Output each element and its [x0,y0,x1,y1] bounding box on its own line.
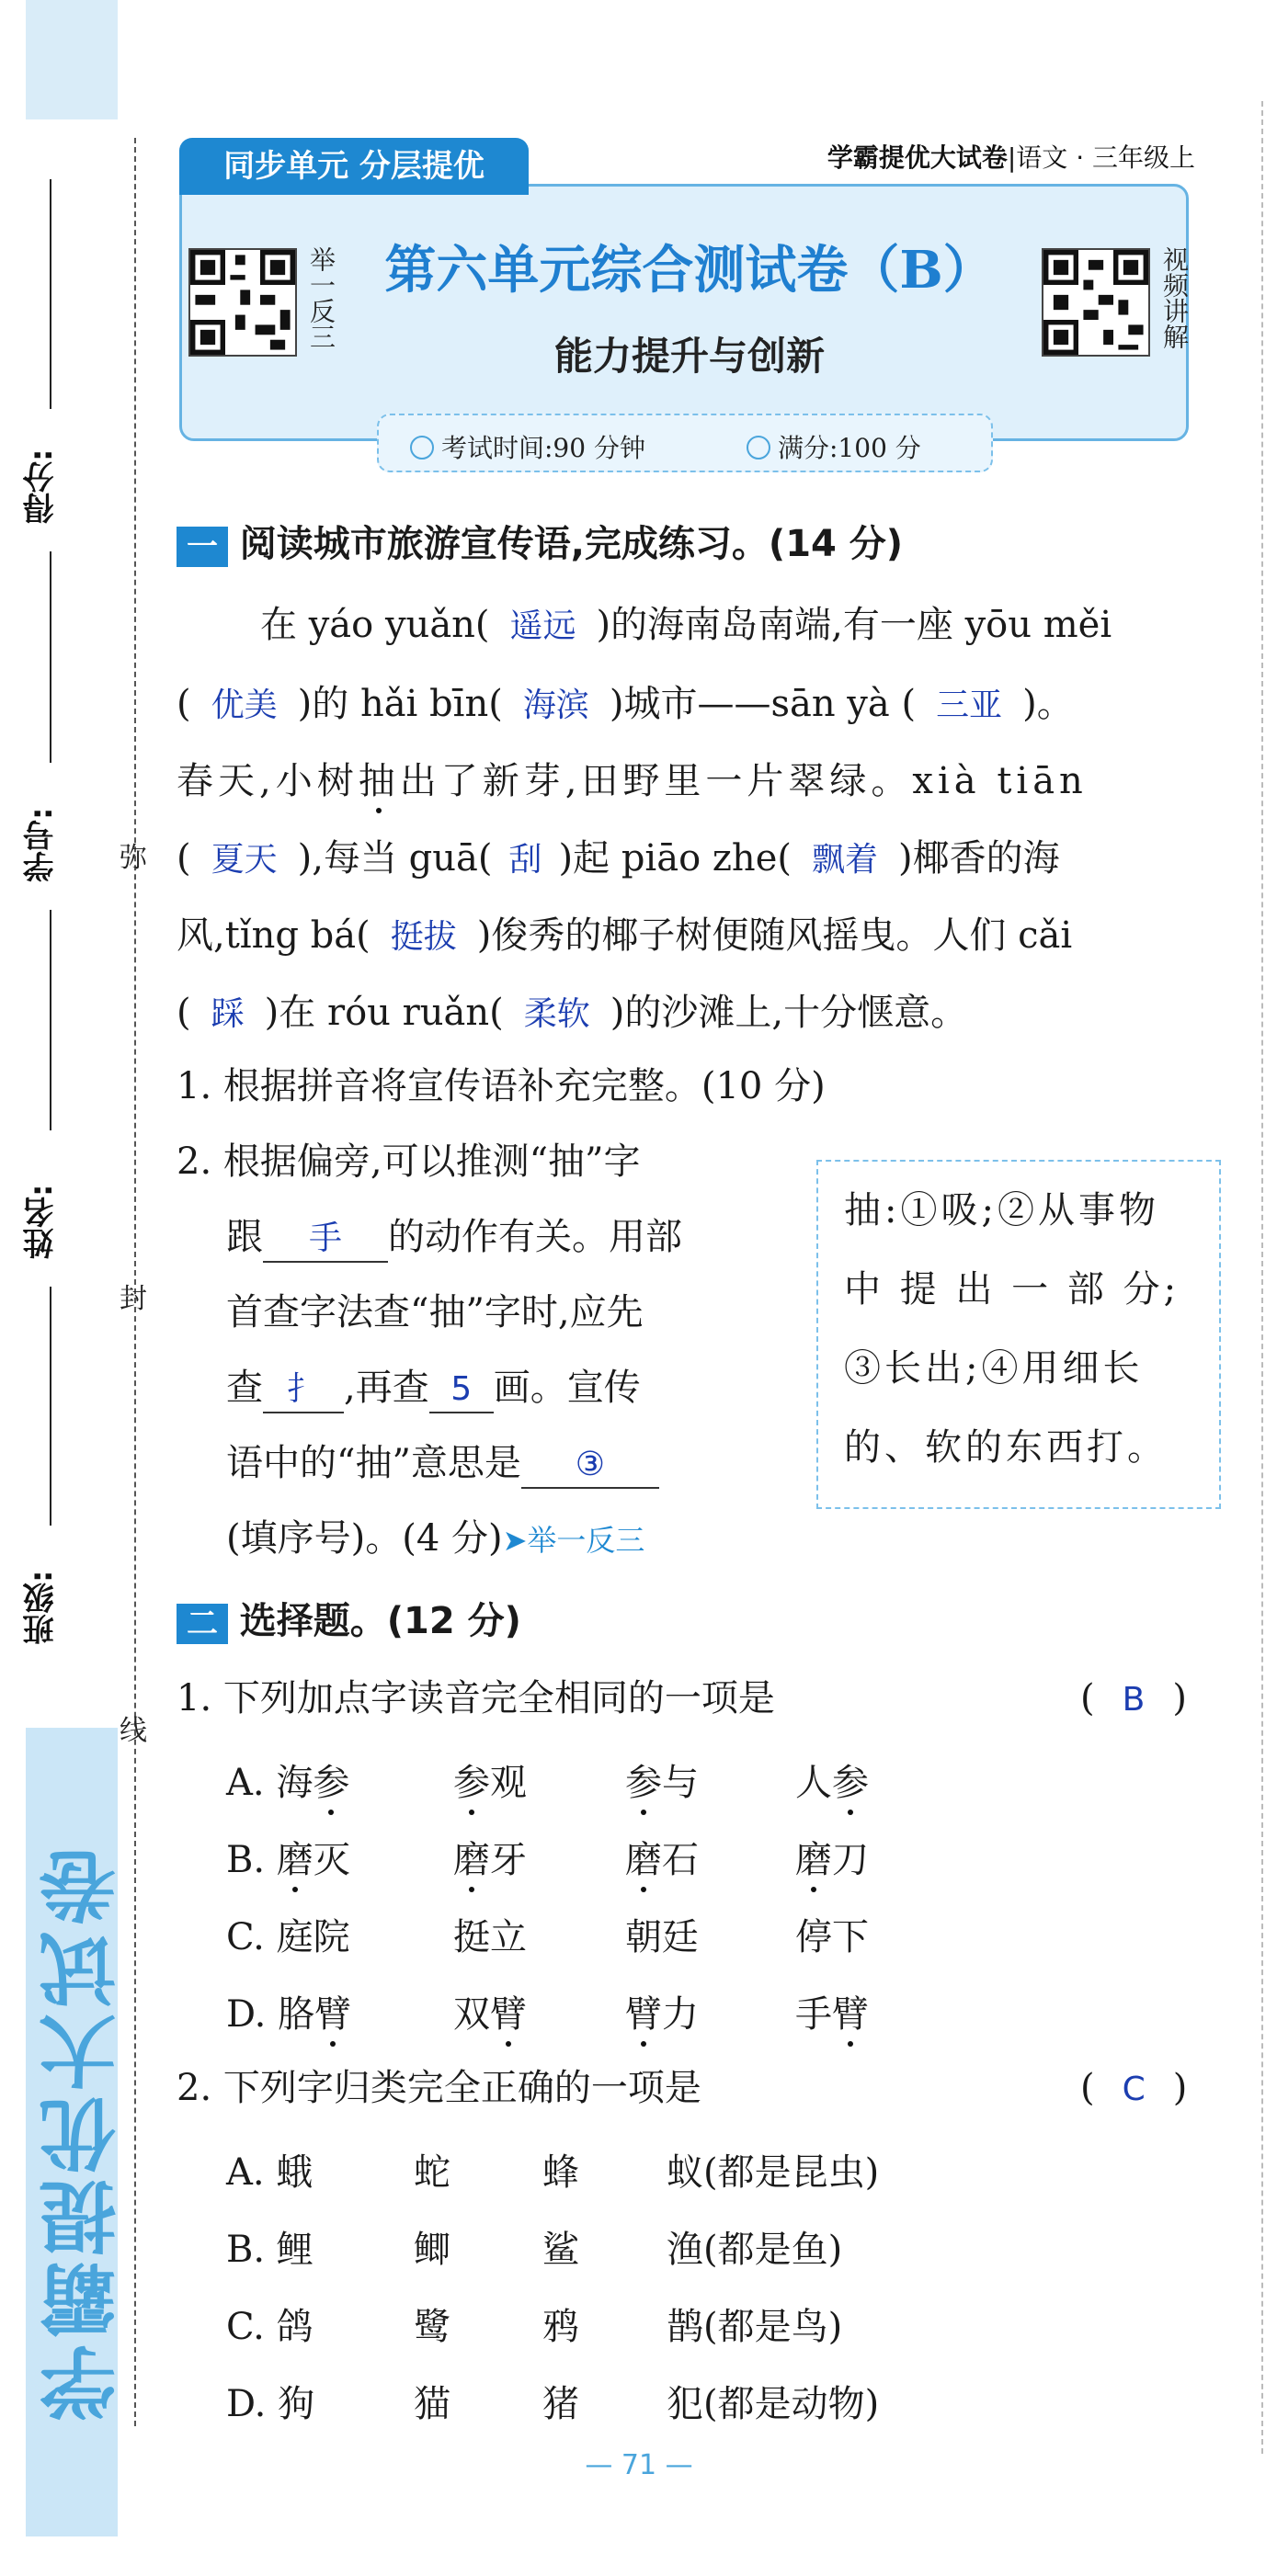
section-title: 阅读城市旅游宣传语,完成练习。(14 分) [239,523,904,565]
dotted-char: 磨 [276,1839,314,1881]
answer-filled: 挺拔 [390,918,457,956]
passage-text: 风,tǐng bá( [177,914,371,957]
passage-line-3 [177,759,1088,803]
option-cell[interactable]: A. 海参 [226,1762,350,1804]
option-cell: 挺立 [453,1916,527,1958]
brand-vertical-text: 学霸提优大试卷 [39,1843,129,2422]
dotted-char: 臂 [625,1993,662,2036]
practice-link[interactable]: ➤举一反三 [502,1523,645,1558]
qr-icon [190,250,295,355]
passage-text: )俊秀的椰子树便随风摇曳。人们 cǎi [476,914,1073,957]
dotted-char: 参 [313,1762,350,1804]
passage-text: 出了新芽,田野里一片翠绿。xià tiān [399,760,1088,802]
answer-choice[interactable]: C [1122,2071,1146,2108]
passage-text: ( [177,992,191,1034]
answer-filled: 海滨 [522,687,589,724]
option-cell: 朝廷 [625,1916,699,1958]
series-name: 学霸提优大试卷 [827,142,1008,173]
dotted-char: 参 [832,1762,869,1804]
field-line [50,551,51,763]
option-cell: 参与 [625,1762,699,1804]
binding-strip-top [26,0,118,119]
question-text: 跟 [226,1216,263,1258]
seal-char: 线 [120,1715,147,1747]
question-text: 查 [226,1367,263,1409]
full-score-text: 满分:100 分 [778,433,921,463]
question-text: 画。宣传 [493,1367,641,1409]
dotted-char: 臂 [314,1993,352,2036]
option-cell: 鹭 [414,2306,450,2348]
question-1-2-line5 [226,1441,659,1489]
question-2-1: 1. 下列加点字读音完全相同的一项是 [177,1677,775,1719]
option-cell: 蜂 [542,2151,579,2194]
question-1-1: 1. 根据拼音将宣传语补充完整。(10 分) [177,1065,826,1107]
section-2-heading [177,1599,521,1644]
passage-text: )的沙滩上,十分惬意。 [610,992,968,1034]
option-cell[interactable]: C. 鸽 [226,2306,314,2348]
qr-right-label: 视频讲解 [1159,246,1190,349]
option-cell[interactable]: C. 庭院 [226,1916,350,1958]
option-cell[interactable]: D. 狗 [226,2383,315,2425]
passage-line-6 [177,991,967,1037]
passage-text: ),每当 guā( [297,837,493,879]
series-detail: 语文 · 三年级上 [1016,142,1195,173]
option-cell[interactable]: B. 鲤 [226,2229,314,2271]
passage-text: ( [177,683,191,725]
option-cell: 参观 [453,1762,527,1804]
definition-line: ③长出;④用细长 [844,1347,1144,1390]
answer-filled: 柔软 [523,995,590,1033]
test-subtitle: 能力提升与创新 [553,334,825,379]
passage-text: 春天,小树 [177,760,359,802]
option-cell: 鹊(都是鸟) [667,2306,843,2348]
section-1-heading [177,522,903,567]
answer-paren: ( C ) [1080,2067,1188,2109]
field-line [50,910,51,1130]
answer-filled: 优美 [211,687,278,724]
option-cell[interactable]: A. 蛾 [226,2151,314,2194]
passage-line-4 [177,836,1060,882]
dotted-char: 臂 [490,1993,527,2036]
answer-choice[interactable]: B [1122,1681,1146,1719]
dotted-char: 参 [625,1762,662,1804]
answer-filled: 三亚 [936,687,1003,724]
name-label: 姓名: [23,1184,60,1259]
section-number: 一 [177,527,228,567]
question-text: 语中的“抽”意思是 [226,1442,521,1484]
option-cell: 犯(都是动物) [667,2383,880,2425]
option-cell: 臂力 [625,1993,699,2036]
answer-blank[interactable]: 扌 [263,1367,344,1413]
answer-filled: 遥远 [509,607,576,645]
option-cell[interactable]: D. 胳臂 [226,1993,352,2036]
answer-filled: 飘着 [811,841,878,879]
question-1-2-line1: 2. 根据偏旁,可以推测“抽”字 [177,1140,641,1183]
series-tag: 同步单元 分层提优 [179,138,529,195]
field-line [50,179,51,409]
passage-text: )的海南岛南端,有一座 yōu měi [596,604,1112,646]
answer-filled: 踩 [211,995,245,1033]
definition-line: 中 提 出 一 部 分; [844,1268,1180,1311]
field-line [50,1287,51,1526]
series-info: 学霸提优大试卷|语文 · 三年级上 [827,142,1195,173]
dotted-char: 臂 [832,1993,869,2036]
passage-text: )的 hǎi bīn( [297,683,503,725]
passage-line-2 [177,682,1074,728]
passage-text: )。 [1022,683,1074,725]
option-cell: 渔(都是鱼) [667,2229,843,2271]
question-2-2: 2. 下列字归类完全正确的一项是 [177,2067,701,2109]
question-1-2-line3: 首查字法查“抽”字时,应先 [226,1291,644,1333]
right-dashed-line [1261,101,1263,2454]
option-cell: 鲨 [542,2229,579,2271]
clock-icon [410,436,434,460]
dotted-char: 抽 [358,760,400,802]
full-score [747,428,921,465]
option-cell: 鸦 [542,2306,579,2348]
option-cell: 猪 [542,2383,579,2425]
passage-line-5 [177,914,1072,959]
answer-blank[interactable]: 手 [263,1217,388,1263]
answer-blank[interactable]: ③ [521,1443,659,1489]
answer-paren: ( B ) [1080,1677,1187,1719]
seal-char: 封 [120,1283,147,1315]
question-text: (填序号)。(4 分) [226,1517,503,1560]
section-title: 选择题。(12 分) [239,1600,521,1642]
option-cell: 磨刀 [795,1839,869,1881]
option-cell: 蛇 [414,2151,450,2194]
seal-char: 弥 [120,842,147,874]
answer-blank[interactable]: 5 [429,1367,494,1413]
check-icon [747,436,770,460]
option-cell: 人参 [795,1762,869,1804]
definition-box [816,1160,1221,1509]
qr-code-left[interactable] [188,248,297,357]
passage-text: )在 róu ruǎn( [264,992,504,1034]
option-cell: 猫 [414,2383,450,2425]
question-text: 的动作有关。用部 [388,1216,682,1258]
answer-filled: 刮 [508,841,542,879]
option-cell[interactable]: B. 磨灭 [226,1839,350,1881]
question-1-2-line6 [226,1516,644,1562]
option-cell: 蚁(都是昆虫) [667,2151,880,2194]
passage-line-1 [260,603,1112,649]
page-number: — 71 — [585,2449,693,2481]
option-cell: 磨石 [625,1839,699,1881]
dotted-char: 磨 [453,1839,490,1881]
class-label: 班级: [23,1570,60,1645]
option-cell: 磨牙 [453,1839,527,1881]
passage-text: )城市——sān yà ( [609,683,917,725]
exam-info-bar [377,414,993,472]
qr-code-right[interactable] [1042,248,1150,357]
dotted-char: 参 [453,1762,490,1804]
option-cell: 停下 [795,1916,869,1958]
qr-left-label: 举一反三 [306,246,336,349]
student-id-label: 学号: [23,807,60,882]
option-cell: 鲫 [414,2229,450,2271]
score-label: 得分: [23,448,60,524]
test-title: 第六单元综合测试卷（B） [384,240,995,301]
question-text: ,再查 [344,1367,429,1409]
exam-time [410,428,645,465]
passage-text: )起 piāo zhe( [558,837,792,879]
passage-text: 在 yáo yuǎn( [260,604,490,646]
passage-text: ( [177,837,191,879]
section-number: 二 [177,1604,228,1644]
dotted-char: 磨 [795,1839,832,1881]
answer-filled: 夏天 [211,841,278,879]
dotted-char: 磨 [625,1839,662,1881]
question-1-2-line4 [226,1366,641,1413]
option-cell: 手臂 [795,1993,869,2036]
question-1-2-line2 [226,1215,682,1263]
exam-time-text: 考试时间:90 分钟 [441,433,645,463]
option-cell: 双臂 [453,1993,527,2036]
passage-text: )椰香的海 [898,837,1060,879]
qr-icon [1043,250,1148,355]
definition-line: 抽:①吸;②从事物 [844,1189,1159,1231]
definition-line: 的、软的东西打。 [844,1426,1168,1469]
